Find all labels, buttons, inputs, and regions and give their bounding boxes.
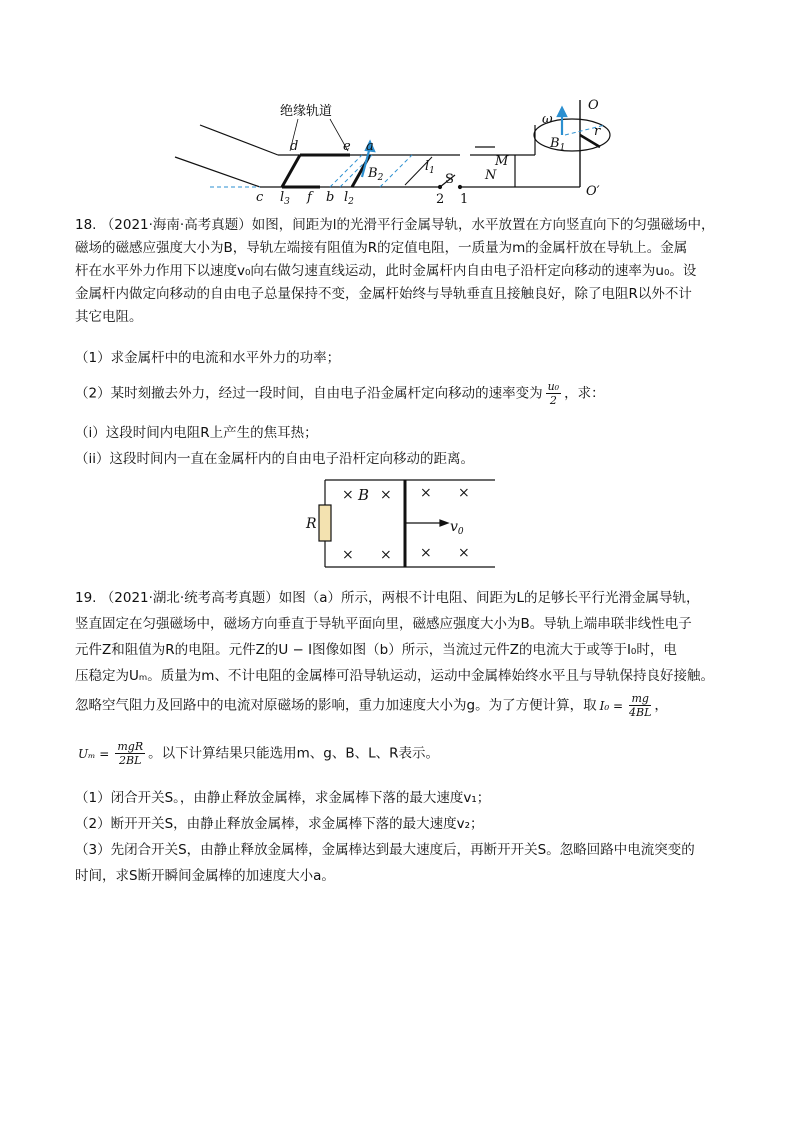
q19-sub2: （2）断开开关S，由静止释放金属棒，求金属棒下落的最大速度v₂； (75, 816, 484, 832)
q18-sub1: （1）求金属杆中的电流和水平外力的功率； (75, 350, 341, 366)
svg-text:×: × (342, 547, 354, 563)
q18-line-4: 金属杆内做定向移动的自由电子总量保持不变，金属杆始终与导轨垂直且接触良好，除了电阻R以外不计 (75, 286, 692, 302)
fraction-u0-over-2: $\frac{\text{u₀}}{2}$ (547, 380, 560, 407)
q18-sub2: （2）某时刻撤去外力，经过一段时间，自由电子沿金属杆定向移动的速率变为 $\frac{\text{u₀}}{2}$ ，求： (75, 380, 605, 407)
q19-line-4: 压稳定为Uₘ。质量为m、不计电阻的金属棒可沿导轨运动，运动中金属棒始终水平且与导轨保持良好接触。 (75, 668, 714, 684)
bar-cd (282, 155, 300, 187)
svg-text:r: r (594, 124, 601, 139)
q19-line-5: 忽略空气阻力及回路中的电流对原磁场的影响，重力加速度大小为g。为了方便计算，取 I₀ = $\frac{mg}{4BL}$ ， (75, 692, 668, 719)
resistor-R (319, 505, 331, 541)
fraction-Um: $\frac{\text{mgR}}{2BL}$ (117, 740, 144, 767)
svg-text:S: S (445, 172, 454, 187)
q19-body (75, 585, 735, 689)
q18-line-5: 其它电阻。 (75, 309, 143, 325)
svg-text:b: b (326, 190, 335, 205)
svg-text:M: M (495, 154, 509, 169)
q18-sub-ii: （ii）这段时间内一直在金属杆内的自由电子沿杆定向移动的距离。 (75, 451, 475, 467)
q18-body (75, 214, 735, 329)
svg-text:f: f (307, 190, 312, 205)
svg-text:l1: $l_1$ (425, 159, 435, 176)
q19-sub1: （1）闭合开关S。，由静止释放金属棒，求金属棒下落的最大速度v₁； (75, 790, 491, 806)
svg-text:N: N (485, 168, 497, 183)
svg-text:×: × (342, 487, 354, 503)
svg-text:1: 1 (460, 192, 469, 207)
svg-text:d: d (290, 139, 299, 154)
svg-text:×: × (380, 487, 392, 503)
q18-line-2: 磁场的磁感应强度大小为B，导轨左端接有阻值为R的定值电阻，一质量为m的金属杆放在导轨上。金属 (75, 240, 688, 256)
svg-text:B1: $B_1$ (550, 136, 566, 153)
svg-text:B2: $B_2$ (368, 166, 384, 183)
q19-line-3: 元件Z和阻值为R的电阻。元件Z的U − I图像如图（b）所示，当流过元件Z的电流大于或等于I₀时，电 (75, 642, 677, 658)
track-label: 绝缘轨道 (280, 104, 333, 119)
q18-line-1: 18. （2021·海南·高考真题）如图，间距为l的光滑平行金属导轨，水平放置在方向竖直向下的匀强磁场中， (75, 217, 715, 233)
q19-sub3b: 时间，求S断开瞬间金属棒的加速度大小a。 (75, 868, 335, 884)
svg-text:a: a (366, 139, 374, 154)
q19-line-1: 19. （2021·湖北·统考高考真题）如图（a）所示，两根不计电阻、间距为L的足够长平行光滑金属导轨， (75, 590, 700, 606)
q19-line-2: 竖直固定在匀强磁场中，磁场方向垂直于导轨平面向里，磁感应强度大小为B。导轨上端串联非线性电子 (75, 616, 692, 632)
svg-text:O′: O′ (586, 184, 600, 199)
fraction-I0: $\frac{mg}{4BL}$ (629, 692, 652, 719)
svg-text:l2: $l_2$ (344, 190, 354, 207)
svg-text:×: × (458, 485, 470, 501)
svg-text:B: B (358, 486, 370, 504)
svg-text:e: e (343, 139, 351, 154)
svg-text:×: × (458, 545, 470, 561)
svg-text:ω: ω (542, 112, 553, 127)
svg-text:2: 2 (436, 192, 445, 207)
inclined-rail-lower (175, 157, 260, 187)
q18-sub-i: （i）这段时间内电阻R上产生的焦耳热； (75, 425, 318, 441)
svg-text:c: c (256, 190, 264, 205)
svg-text:×: × (420, 485, 432, 501)
q19-sub3a: （3）先闭合开关S，由静止释放金属棒，金属棒达到最大速度后，再断开开关S。忽略回路中电流突变的 (75, 842, 695, 858)
svg-text:×: × (380, 547, 392, 563)
svg-text:×: × (420, 545, 432, 561)
svg-text:v0: $v_0$ (450, 519, 464, 537)
figure-rail-track (170, 95, 630, 210)
figure-q18-circuit (300, 475, 500, 575)
svg-text:R: R (306, 516, 317, 532)
svg-text:l3: $l_3$ (280, 190, 290, 207)
q19-line-6: Uₘ = $\frac{\text{mgR}}{2BL}$ 。以下计算结果只能选用m、g、B、L、R表示。 (78, 740, 439, 767)
svg-text:O: O (588, 98, 599, 113)
q18-line-3: 杆在水平外力作用下以速度v₀向右做匀速直线运动，此时金属杆内自由电子沿杆定向移动的速率为u₀。设 (75, 263, 697, 279)
inclined-rail-upper (200, 125, 278, 155)
